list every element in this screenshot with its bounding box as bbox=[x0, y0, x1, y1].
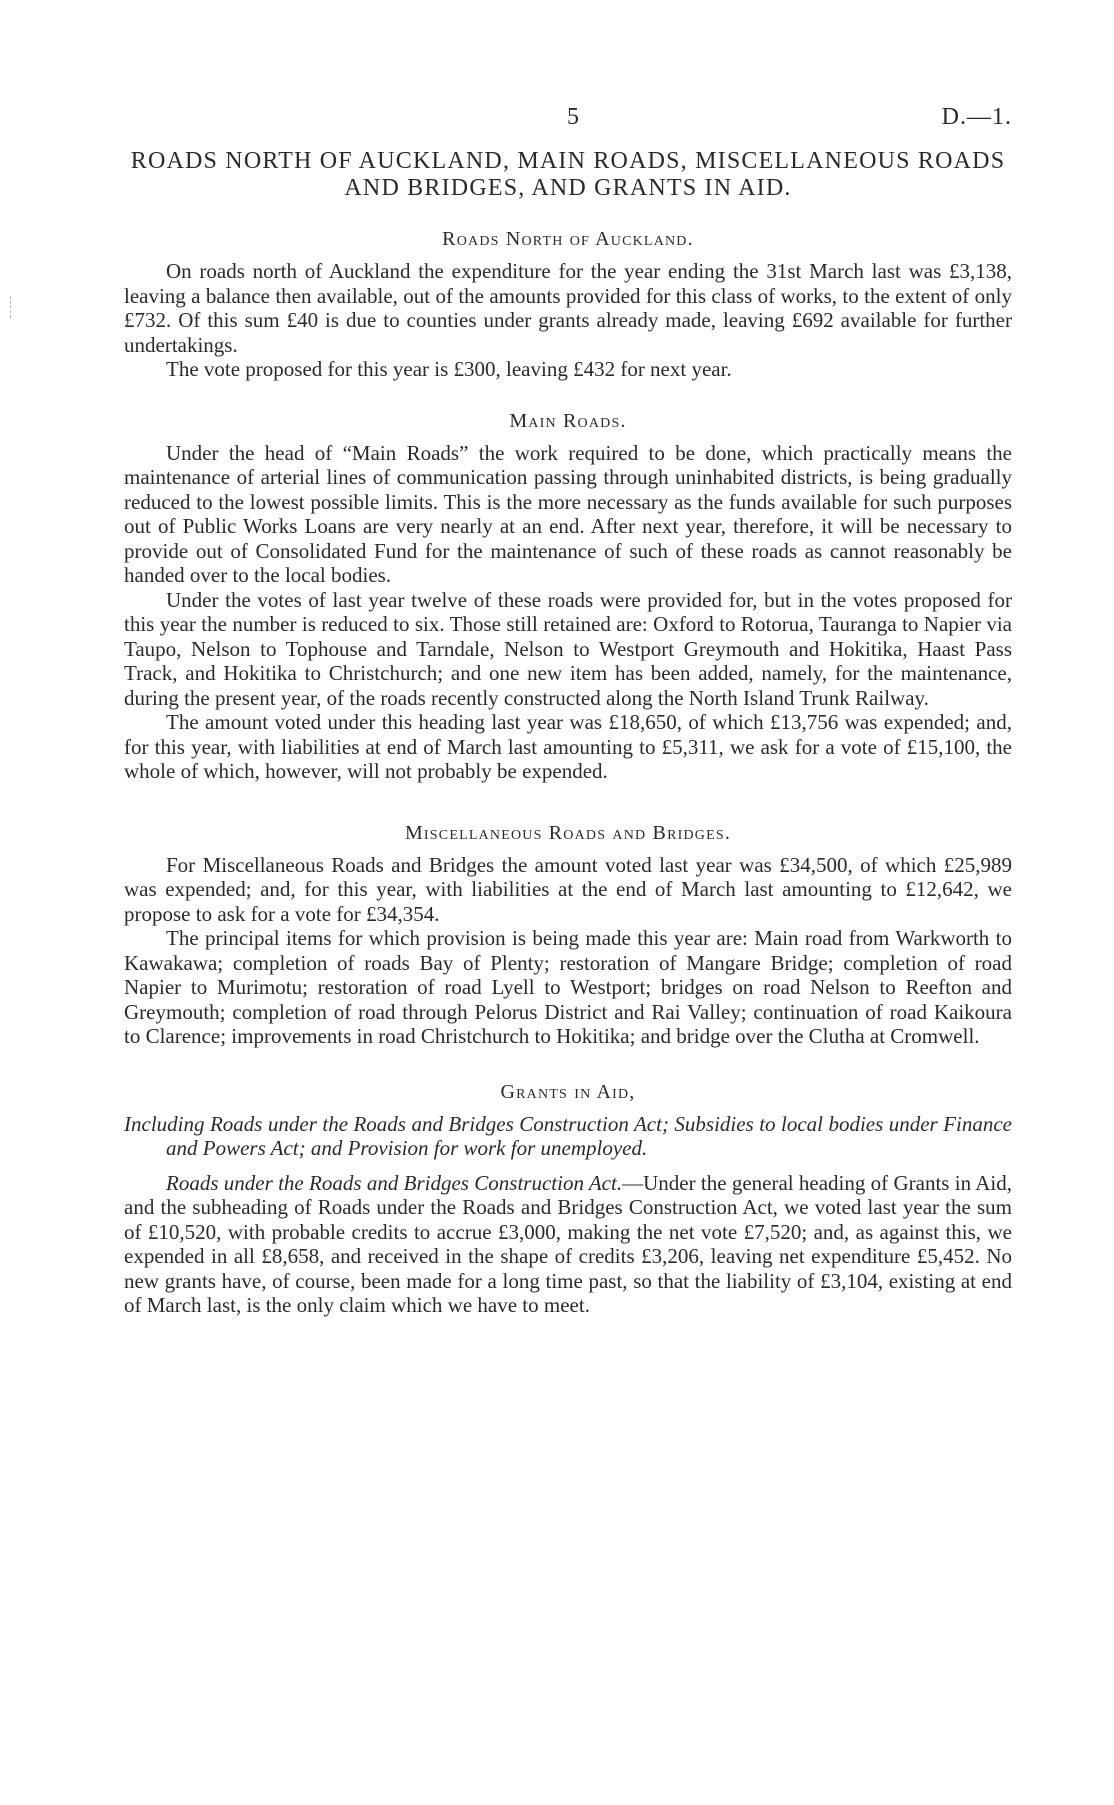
paragraph: On roads north of Auckland the expenditure for the year ending the 31st March last was £3,138, leaving a balance then available, out of the amounts provided for this class of works, to the extent of only £732. Of this sum £40 is due to counties under grants already made, leaving £692 available for further undertakings. bbox=[124, 259, 1012, 357]
section-heading: Grants in Aid, bbox=[500, 1080, 636, 1103]
paragraph: For Miscellaneous Roads and Bridges the amount voted last year was £34,500, of which £25,989 was expended; and, for this year, with liabilities at the end of March last amounting to £12,642, we propose to ask for a vote for £34,354. bbox=[124, 852, 1012, 926]
paragraph: The principal items for which provision is being made this year are: Main road from Warkworth to Kawakawa; completion of roads Bay of Plenty; restoration of Mangare Bridge; completion of road Napier to Murimotu; restoration of road Lyell to Westport; bridges on road Nelson to Reefton and Greymouth; completion of road through Pelorus District and Rai Valley; continuation of road Kaikoura to Clarence; improvements in road Christchurch to Hokitika; and bridge over the Clutha at Cromwell. bbox=[124, 926, 1012, 1048]
section-miscellaneous-roads-and-bridges bbox=[124, 822, 1012, 1049]
document-page bbox=[124, 104, 1012, 1318]
section-subtitle: Including Roads under the Roads and Bridges Construction Act; Subsidies to local bodies under Finance and Powers Act; and Provision for work for unemployed. bbox=[124, 1111, 1012, 1160]
section-heading: Miscellaneous Roads and Bridges. bbox=[404, 821, 732, 844]
margin-mark bbox=[10, 296, 17, 318]
section-heading: Main Roads. bbox=[509, 409, 627, 432]
paragraph: Under the votes of last year twelve of these roads were provided for, but in the votes proposed for this year the number is reduced to six. Those still retained are: Oxford to Rotorua, Tauranga to Napier via Taupo, Nelson to Tophouse and Tarndale, Nelson to Westport Greymouth and Hokitika, Haast Pass Track, and Hokitika to Christchurch; and one new item has been added, namely, for the maintenance, during the present year, of the roads recently constructed along the North Island Trunk Railway. bbox=[124, 587, 1012, 710]
page-title: ROADS NORTH OF AUCKLAND, MAIN ROADS, MISCELLANEOUS ROADS AND BRIDGES, AND GRANTS IN AID. bbox=[130, 148, 1006, 201]
section-grants-in-aid bbox=[124, 1081, 1012, 1318]
section-main-roads bbox=[124, 410, 1012, 784]
paragraph: Under the head of “Main Roads” the work required to be done, which practically means the maintenance of arterial lines of communication passing through uninhabited districts, is being gradually reduced to the lowest possible limits. This is the more necessary as the funds available for such purposes out of Public Works Loans are very nearly at an end. After next year, therefore, it will be necessary to provide out of Consolidated Fund for the maintenance of such of these roads as cannot reasonably be handed over to the local bodies. bbox=[124, 440, 1012, 587]
paragraph-lead: Roads under the Roads and Bridges Construction Act. bbox=[166, 1170, 623, 1195]
section-roads-north-of-auckland bbox=[124, 228, 1012, 382]
paragraph bbox=[124, 1171, 1012, 1318]
document-reference: D.—1. bbox=[941, 104, 1012, 130]
paragraph: The vote proposed for this year is £300, leaving £432 for next year. bbox=[166, 357, 732, 381]
paragraph: The amount voted under this heading last year was £18,650, of which £13,756 was expended; and, for this year, with liabilities at end of March last amounting to £5,311, we ask for a vote of £15,100, the whole of which, however, will not probably be expended. bbox=[124, 710, 1012, 783]
section-heading: Roads North of Auckland. bbox=[442, 228, 694, 250]
paragraph-body: —Under the general heading of Grants in Aid, and the subheading of Roads under the Roads and Bridges Construction Act, we voted last year the sum of £10,520, with probable credits to accrue £3,000, making the net vote £7,520; and, as against this, we expended in all £8,658, and received in the shape of credits £3,206, leaving net expenditure £5,452. No new grants have, of course, been made for a long time past, so that the liability of £3,104, existing at end of March last, is the only claim which we have to meet. bbox=[124, 1170, 1012, 1317]
page-number: 5 bbox=[567, 104, 579, 130]
page-header bbox=[124, 104, 1012, 140]
